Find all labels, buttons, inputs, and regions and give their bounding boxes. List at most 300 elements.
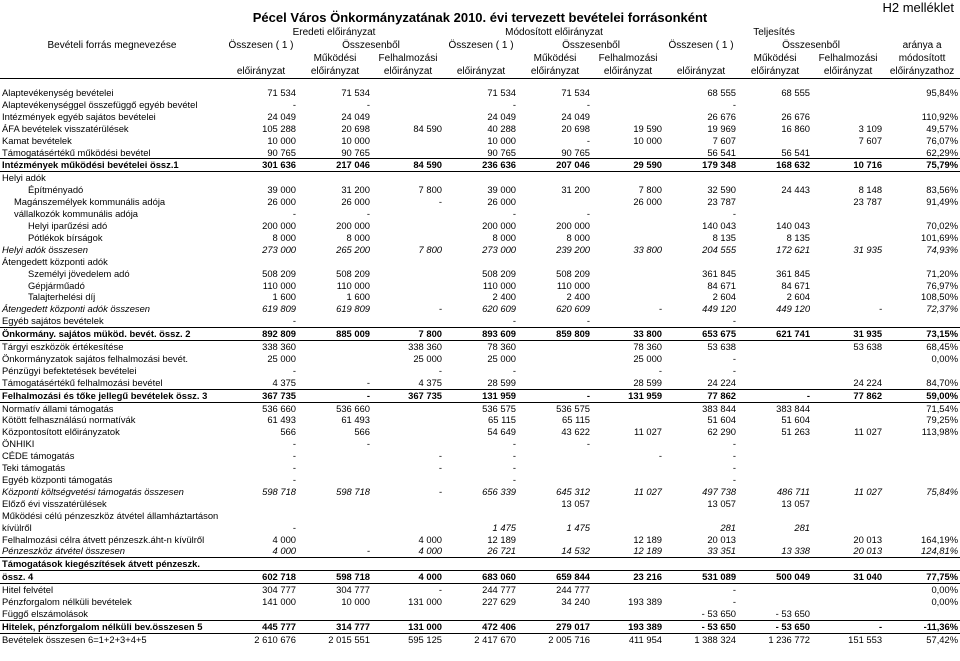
mukodesi-header: Működési [313,53,357,64]
row-label: Intézmények egyéb sajátos bevételei [2,110,156,122]
value-cell [592,414,664,426]
value-cell [738,256,812,268]
value-cell: 172 621 [776,243,811,255]
row-label: Önkormány. sajátos müköd. bevét. össz. 2 [0,328,224,341]
value-cell [372,172,444,184]
value-cell: 84 671 [707,279,737,291]
value-cell: 12 189 [487,533,517,545]
value-cell: 2 604 [712,291,737,303]
ratio-cell: 71,54% [926,402,959,414]
value-cell [518,172,592,184]
ratio-cell: 0,00% [931,352,959,364]
value-cell [298,315,372,327]
value-cell [812,111,884,123]
value-cell [372,147,444,159]
table-row [0,584,960,596]
value-cell [812,353,884,365]
ratio-cell [884,365,960,377]
value-cell [372,522,444,534]
value-cell [592,462,664,474]
value-cell: - [732,584,737,596]
table-row [0,438,960,450]
value-cell [224,608,298,620]
value-cell [812,256,884,268]
value-cell [592,558,664,571]
ratio-cell: 164,19% [921,533,959,545]
row-label: Kötött felhasználású normatívák [2,414,136,426]
row-label: Központi költségvetési támogatás összesen [2,485,184,497]
value-cell: 338 360 [262,341,296,353]
value-cell: 486 711 [776,485,811,497]
value-cell: 445 777 [224,620,298,633]
value-cell: - 53 650 [775,607,811,619]
page-title: Pécel Város Önkormányzatának 2010. évi tervezett bevételei forrásonként [252,10,708,25]
value-cell: - [292,364,296,376]
row-label: CÉDE támogatás [2,450,75,462]
value-cell: 28 599 [633,376,663,388]
table-row [0,545,960,557]
value-cell: 531 089 [664,571,738,584]
value-cell [518,341,592,353]
value-cell [372,135,444,147]
ratio-cell: 124,81% [921,545,959,557]
value-cell: 620 609 [556,303,591,315]
value-cell: 20 013 [707,533,737,545]
value-cell: 20 698 [561,122,591,134]
row-label: Felhalmozási és tőke jellegű bevételek össz. 3 [0,389,224,402]
value-cell: 4 000 [272,533,296,545]
ratio-cell: 72,37% [926,303,959,315]
row-label: Magánszemélyek kommunális adója [14,196,166,208]
value-cell: 508 209 [336,267,370,279]
table-row [0,353,960,365]
value-cell [444,172,518,184]
value-cell [812,172,884,184]
value-cell: 53 638 [853,341,883,353]
value-cell: - [366,208,370,220]
ratio-cell [884,498,960,510]
ratio-cell: 79,25% [926,414,959,426]
value-cell [738,450,812,462]
value-cell: 24 049 [487,110,517,122]
value-cell: 26 676 [781,110,811,122]
value-cell: - [512,208,517,220]
value-cell [518,510,592,522]
value-cell [592,510,664,522]
value-cell: 61 493 [341,414,370,426]
table-row [0,389,960,402]
value-cell [592,498,664,510]
value-cell: - [732,364,737,376]
row-label: Hitel felvétel [2,584,54,596]
value-cell: 500 049 [738,571,812,584]
value-cell: - [586,315,591,327]
value-cell: 31 200 [341,184,370,196]
value-cell: 65 115 [562,414,591,426]
value-cell: 31 935 [853,243,883,255]
row-label: vállalkozók kommunális adója [14,208,139,220]
value-cell [444,608,518,620]
value-cell: 8 000 [272,231,296,243]
value-cell: - [586,98,591,110]
table-row [0,303,960,315]
value-cell [298,474,372,486]
ratio-cell: 73,15% [884,328,960,341]
value-cell [518,608,592,620]
value-cell [224,498,298,510]
value-cell [592,147,664,159]
ratio-cell: 77,75% [884,571,960,584]
value-cell [372,280,444,292]
value-cell: 598 718 [336,485,370,497]
table-row [0,474,960,486]
value-cell: - [298,389,372,402]
value-cell: 449 120 [776,303,811,315]
value-cell: - [366,98,370,110]
value-cell: - [878,303,883,315]
value-cell [298,534,372,546]
row-label: ÁFA bevételek visszatérülések [2,122,129,134]
value-cell: 193 389 [592,620,664,633]
value-cell: 65 115 [488,414,517,426]
value-cell: 8 148 [858,184,883,196]
value-cell [738,377,812,389]
value-cell: 1 475 [566,521,591,533]
value-cell: 16 860 [781,122,811,134]
value-cell: - [292,450,296,462]
value-cell [592,608,664,620]
value-cell: 31 200 [561,184,591,196]
table-row [0,159,960,172]
value-cell: 367 735 [224,389,298,402]
value-cell: 893 609 [444,328,518,341]
table-row [0,184,960,196]
value-cell: 110 000 [482,279,517,291]
table-row [0,99,960,111]
value-cell: 10 716 [812,159,884,172]
value-cell: - [512,474,517,485]
row-label: Helyi adók összesen [2,243,88,255]
value-cell [444,256,518,268]
value-cell: 10 000 [487,134,517,146]
value-cell: 26 000 [341,196,370,208]
value-cell: 620 609 [482,303,517,315]
ratio-cell [884,522,960,534]
row-label: Személyi jövedelem adó [28,267,130,279]
value-cell: 859 809 [518,328,592,341]
eloiranyzat-header: előirányzat [224,65,298,79]
value-cell: 24 224 [853,376,883,388]
table-row [0,172,960,184]
value-cell [518,558,592,571]
value-cell: - [512,98,517,110]
value-cell [592,280,664,292]
ratio-cell: 0,00% [931,584,959,596]
value-cell [738,558,812,571]
annex-label: H2 melléklet [882,0,954,15]
table-row [0,87,960,99]
value-cell: 140 043 [776,219,811,231]
value-cell [298,510,372,522]
value-cell [812,474,884,486]
eloiranyzat-header: előirányzat [812,65,884,79]
ratio-cell [884,256,960,268]
value-cell: 244 777 [556,584,591,596]
row-label: Egyéb központi támogatás [2,474,113,485]
ratio-header-2: módosított [898,53,946,64]
ratio-cell: 0,00% [931,596,959,608]
value-cell: 43 622 [561,426,591,438]
value-cell: 598 718 [262,485,296,497]
value-cell: 33 800 [592,328,664,341]
value-cell: 29 590 [592,159,664,172]
value-cell [372,99,444,111]
value-cell [298,172,372,184]
value-cell: 62 290 [707,426,737,438]
value-cell [372,232,444,244]
value-cell: 61 493 [267,414,296,426]
value-cell: 10 000 [267,134,296,146]
value-cell [812,498,884,510]
value-cell: 508 209 [482,267,517,279]
table-row [0,123,960,135]
value-cell: 619 809 [262,303,296,315]
ratio-cell: 68,45% [926,341,959,353]
table-row [0,462,960,474]
value-cell [592,220,664,232]
value-cell [812,402,884,414]
total-header-3: Összesen ( 1 ) [668,40,734,51]
value-cell: 207 046 [518,159,592,172]
value-cell [518,365,592,377]
value-cell: - [732,352,737,364]
ratio-cell [884,438,960,450]
table-row [0,571,960,584]
value-cell: 602 718 [224,571,298,584]
row-label: Átengedett központi adók összesen [2,303,151,315]
value-cell: 51 263 [781,426,811,438]
value-cell: 3 109 [858,122,883,134]
table-row [0,534,960,546]
ratio-cell: 91,49% [926,196,959,208]
value-cell: 23 787 [707,196,737,208]
value-cell [812,87,884,99]
value-cell: 204 555 [702,243,737,255]
value-cell: - [732,462,737,474]
value-cell [592,522,664,534]
value-cell: - [658,303,663,315]
value-cell: 90 765 [561,146,591,158]
value-cell: 304 777 [262,584,296,596]
value-cell: - [292,315,296,327]
value-cell: 26 676 [707,110,737,122]
value-cell [738,172,812,184]
value-cell [224,558,298,571]
value-cell [372,414,444,426]
ratio-cell: 59,00% [884,389,960,402]
value-cell: 200 000 [556,219,591,231]
row-label: Támogatásértékű felhalmozási bevétel [2,376,163,388]
value-cell: 621 741 [738,328,812,341]
value-cell: 536 660 [336,402,370,414]
value-cell: 281 [794,521,811,533]
value-cell: 10 000 [633,134,663,146]
value-cell: 508 209 [262,267,296,279]
value-cell [224,172,298,184]
value-cell: - [438,196,443,208]
table-row [0,620,960,633]
value-cell: 4 000 [418,533,443,545]
value-cell: 25 000 [633,352,663,364]
value-cell: 51 604 [781,414,811,426]
value-cell [812,147,884,159]
ratio-cell [884,315,960,327]
value-cell: 2 400 [492,291,517,303]
mukodesi-header: Működési [533,53,577,64]
value-cell [592,268,664,280]
table-row [0,498,960,510]
table-row [0,365,960,377]
ratio-header-3: előirányzathoz [884,65,960,79]
ratio-cell: 113,98% [921,426,959,438]
value-cell: 7 800 [418,184,443,196]
value-cell: 536 575 [482,402,517,414]
value-cell: 26 721 [487,545,517,557]
value-cell: 24 224 [707,376,737,388]
value-cell [372,111,444,123]
row-label: Előző évi visszatérülések [2,497,107,509]
value-cell: 51 604 [707,414,737,426]
value-cell: 179 348 [664,159,738,172]
row-label: Intézmények működési bevételei össz.1 [0,159,224,172]
value-cell [738,474,812,486]
value-cell: 13 057 [707,497,737,509]
ratio-cell: 75,84% [926,485,959,497]
value-cell: 7 800 [418,243,443,255]
value-cell: - [586,134,591,146]
of-which-header-2: Összesenből [562,40,620,51]
value-cell: - [366,438,370,450]
ratio-cell: 57,42% [926,633,959,645]
value-cell: 301 636 [224,159,298,172]
ratio-cell: 108,50% [921,291,959,303]
row-label: Tárgyi eszközök értékesítése [2,341,124,353]
row-label: Működési célú pénzeszköz átvétel államháztartáson [2,509,219,521]
value-cell: 200 000 [336,219,370,231]
table-row [0,414,960,426]
value-cell: 7 607 [712,134,737,146]
felhalmozasi-header: Felhalmozási [818,53,878,64]
value-cell: 13 057 [561,497,591,509]
value-cell: - [292,208,296,220]
value-cell [518,534,592,546]
table-row [0,608,960,620]
value-cell: 239 200 [556,243,591,255]
value-cell [444,558,518,571]
row-label: össz. 4 [0,571,224,584]
value-cell: 449 120 [702,303,737,315]
value-cell: 32 590 [707,184,737,196]
value-cell: 110 000 [262,279,296,291]
value-cell: - 53 650 [701,607,737,619]
value-cell: - [738,389,812,402]
value-cell: 244 777 [482,584,517,596]
value-cell: - [732,208,737,220]
row-label: ÖNHIKI [2,438,35,450]
value-cell [738,596,812,608]
group-original: Eredeti előirányzat [292,27,376,38]
value-cell [812,414,884,426]
value-cell: 68 555 [781,87,811,98]
row-label: Teki támogatás [2,462,66,474]
value-cell: 25 000 [487,352,517,364]
row-label: Függő elszámolások [2,607,88,619]
value-cell [372,402,444,414]
value-cell: 472 406 [444,620,518,633]
value-cell [812,365,884,377]
row-label: Pótlékok bírságok [28,231,103,243]
ratio-cell: 101,69% [921,231,959,243]
value-cell: 2 604 [786,291,811,303]
row-label: Bevételek összesen 6=1+2+3+4+5 [2,633,147,645]
value-cell [812,558,884,571]
row-label: Támogatásértékű működési bevétel [2,146,151,158]
value-cell: 131 000 [408,596,443,608]
value-cell [372,426,444,438]
value-cell: 71 534 [267,87,296,98]
value-cell: 26 000 [267,196,296,208]
value-cell [738,510,812,522]
value-cell [592,111,664,123]
felhalmozasi-header: Felhalmozási [378,53,438,64]
value-cell [518,377,592,389]
row-label: Helyi adók [2,172,46,184]
value-cell: 78 360 [633,341,663,353]
value-cell [298,256,372,268]
ratio-cell: 95,84% [926,87,959,98]
value-cell [518,196,592,208]
value-cell: 281 [720,521,737,533]
eloiranyzat-header: előirányzat [372,65,444,79]
value-cell [372,510,444,522]
table-row [0,328,960,341]
value-cell: 227 629 [482,596,517,608]
row-label: Pénzügyi befektetések bevételei [2,364,137,376]
value-cell: 7 607 [858,134,883,146]
ratio-cell [884,450,960,462]
value-cell: 110 000 [336,279,370,291]
row-label: Központosított előirányzatok [2,426,120,438]
value-cell [372,608,444,620]
ratio-cell: 74,93% [926,243,959,255]
value-cell: 71 534 [341,87,370,98]
value-cell: 71 534 [487,87,517,98]
value-cell: - [658,450,663,462]
value-cell: - 53 650 [738,620,812,633]
value-cell: - [512,315,517,327]
value-cell: 656 339 [482,485,517,497]
value-cell: 367 735 [372,389,444,402]
value-cell: 566 [354,426,370,438]
value-cell: 273 000 [482,243,517,255]
value-cell [592,99,664,111]
value-cell: 13 057 [781,497,811,509]
ratio-cell: 110,92% [921,110,959,122]
value-cell: 90 765 [267,146,296,158]
table-row [0,232,960,244]
value-cell [664,558,738,571]
row-label: Normatív állami támogatás [2,402,114,414]
